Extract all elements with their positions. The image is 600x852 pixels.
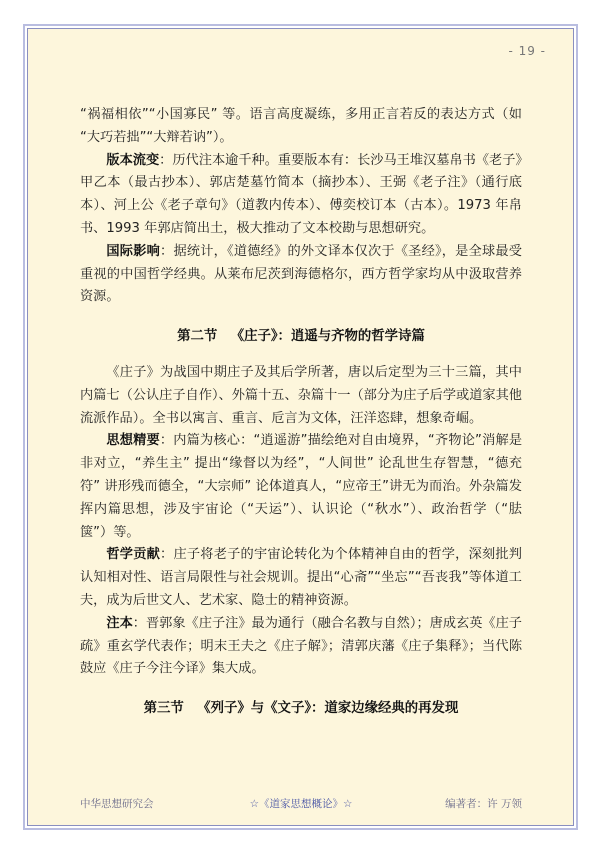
section-number: 第三节 xyxy=(143,701,184,717)
footer-book-title: ☆《道家思想概论》☆ xyxy=(249,798,353,810)
paragraph-label: 哲学贡献 xyxy=(106,547,161,563)
footer-author: 编著者：许 万领 xyxy=(445,798,522,810)
paragraph-versions xyxy=(80,150,522,241)
paragraph-text: ：庄子将老子的宇宙论转化为个体精神自由的哲学，深刻批判认知相对性、语言局限性与社会规训。提出“心斋”“坐忘”“吾丧我”等体道工夫，成为后世文人、艺术家、隐士的精神资源。 xyxy=(80,547,522,608)
paragraph-label: 版本流变 xyxy=(106,152,160,168)
paragraph-thought xyxy=(80,430,522,544)
page-number: - 19 - xyxy=(508,44,546,58)
section-heading-3 xyxy=(80,698,522,721)
paragraph-international-influence xyxy=(80,241,522,309)
paragraph-label: 思想精要 xyxy=(106,433,160,449)
paragraph-text: ：内篇为核心：“逍遥游”描绘绝对自由境界，“齐物论”消解是非对立，“养生主” 提出“缘督以为经”，“人间世” 论乱世生存智慧，“德充符” 讲形残而德全，“大宗师” 论体道真人，“应帝王”讲无为而治。外杂篇发挥内篇思想，涉及宇宙论（“天运”）、认识论（“秋水”）、政治哲学（“胠箧”）等。 xyxy=(80,433,523,540)
section-title: 《庄子》：逍遥与齐物的哲学诗篇 xyxy=(230,329,425,345)
paragraph-text: ：据统计，《道德经》的外文译本仅次于《圣经》，是全球最受重视的中国哲学经典。从莱布尼茨到海德格尔，西方哲学家均从中汲取营养资源。 xyxy=(80,243,522,305)
paragraph-text: “祸福相依”“小国寡民” 等。语言高度凝练，多用正言若反的表达方式（如 “大巧若拙”“大辩若讷”）。 xyxy=(80,107,522,145)
section-title: 《列子》与《文子》：道家边缘经典的再发现 xyxy=(197,701,459,717)
paragraph-label: 国际影响 xyxy=(106,243,161,259)
section-number: 第二节 xyxy=(177,329,218,345)
footer-organization: 中华思想研究会 xyxy=(80,798,154,810)
document-body xyxy=(80,104,522,734)
paragraph-continuation xyxy=(80,104,522,150)
paragraph-text: ：晋郭象《庄子注》最为通行（融合名教与自然）；唐成玄英《庄子疏》重玄学代表作；明末王夫之《庄子解》；清郭庆藩《庄子集释》；当代陈鼓应《庄子今注今译》集大成。 xyxy=(80,615,522,677)
section-heading-2 xyxy=(80,326,522,349)
paragraph-text: ：历代注本逾千种。重要版本有：长沙马王堆汉墓帛书《老子》甲乙本（最古抄本）、郭店楚墓竹简本（摘抄本）、王弼《老子注》（通行底本）、河上公《老子章句》（道教内传本）、傅奕校订本（古本）。1973 年帛书、1993 年郭店简出土，极大推动了文本校勘与思想研究。 xyxy=(80,152,522,236)
paragraph-intro xyxy=(80,362,522,430)
paragraph-contribution xyxy=(80,544,522,612)
paragraph-label: 注本 xyxy=(106,615,133,631)
paragraph-text: 《庄子》为战国中期庄子及其后学所著，唐以后定型为三十三篇，其中内篇七（公认庄子自作）、外篇十五、杂篇十一（部分为庄子后学或道家其他流派作品）。全书以寓言、重言、卮言为文体，汪洋恣肆，想象奇崛。 xyxy=(80,364,522,426)
paragraph-commentaries xyxy=(80,613,522,681)
